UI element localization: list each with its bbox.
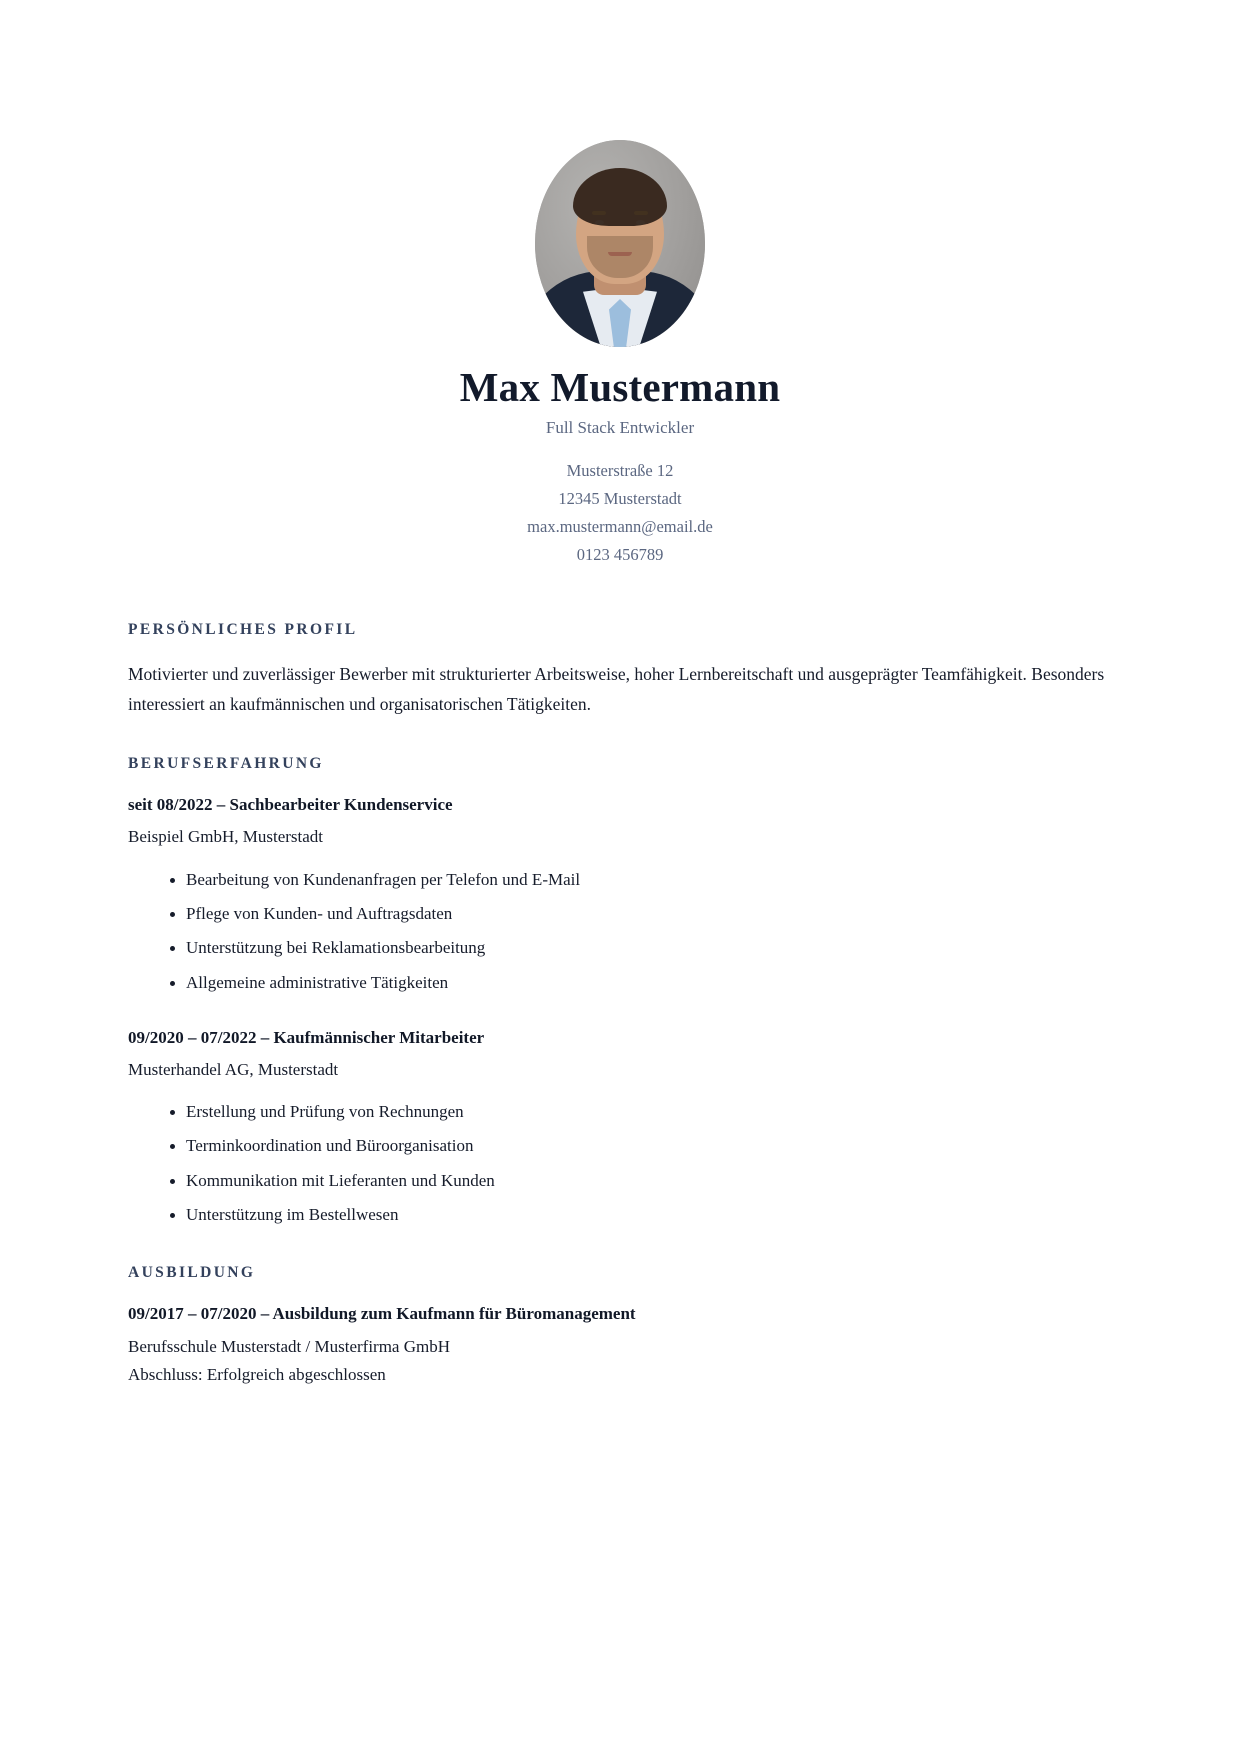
section-profile <box>128 621 1112 719</box>
candidate-job-title: Full Stack Entwickler <box>545 417 695 437</box>
education-entry-title: 09/2017 – 07/2020 – Ausbildung zum Kaufmann für Büromanagement <box>128 1304 636 1324</box>
section-heading-profile: PERSÖNLICHES PROFIL <box>128 621 358 639</box>
experience-entry-bullets <box>128 1099 1112 1228</box>
list-item: Pflege von Kunden- und Auftragsdaten <box>128 901 1112 927</box>
profile-text: Motivierter und zuverlässiger Bewerber mit strukturierter Arbeitsweise, hoher Lernbereitschaft und ausgeprägter Teamfähigkeit. Besonders interessiert an kaufmännischen und organisatorischen Tätigkeiten. <box>128 664 1105 715</box>
education-entry-institution: Berufsschule Musterstadt / Musterfirma GmbH <box>128 1337 450 1357</box>
resume-header <box>128 0 1112 569</box>
photo-eye-right <box>636 220 645 225</box>
portrait-photo <box>535 140 705 347</box>
list-item: Unterstützung bei Reklamationsbearbeitung <box>128 935 1112 961</box>
list-item: Bearbeitung von Kundenanfragen per Telefon und E-Mail <box>128 867 1112 893</box>
list-item: Terminkoordination und Büroorganisation <box>128 1133 1112 1159</box>
list-item: Erstellung und Prüfung von Rechnungen <box>128 1099 1112 1125</box>
section-education <box>128 1264 1112 1388</box>
list-item: Allgemeine administrative Tätigkeiten <box>128 970 1112 996</box>
contact-phone: 0123 456789 <box>576 545 664 565</box>
experience-entry-employer: Musterhandel AG, Musterstadt <box>128 1059 339 1079</box>
list-item: Kommunikation mit Lieferanten und Kunden <box>128 1168 1112 1194</box>
photo-eye-left <box>595 220 604 225</box>
experience-entry-bullets <box>128 867 1112 996</box>
education-entry <box>128 1302 1112 1388</box>
experience-entry <box>128 793 1112 996</box>
photo-mouth <box>608 252 632 256</box>
section-heading-experience: BERUFSERFAHRUNG <box>128 755 324 773</box>
experience-entry-title: 09/2020 – 07/2022 – Kaufmännischer Mitarbeiter <box>128 1027 485 1047</box>
list-item: Unterstützung im Bestellwesen <box>128 1202 1112 1228</box>
education-entry-result: Abschluss: Erfolgreich abgeschlossen <box>128 1364 386 1384</box>
experience-entry <box>128 1026 1112 1229</box>
experience-entry-title: seit 08/2022 – Sachbearbeiter Kundenservice <box>128 795 453 815</box>
contact-city: 12345 Musterstadt <box>558 489 682 509</box>
portrait-photo-wrap <box>128 140 1112 347</box>
candidate-name: Max Mustermann <box>459 364 781 410</box>
photo-eyebrow-right <box>634 211 648 215</box>
experience-entry-employer: Beispiel GmbH, Musterstadt <box>128 827 324 847</box>
resume-body <box>128 621 1112 1388</box>
contact-street: Musterstraße 12 <box>566 461 674 480</box>
photo-eyebrow-left <box>592 211 606 215</box>
contact-email: max.mustermann@email.de <box>527 517 713 537</box>
section-heading-education: AUSBILDUNG <box>128 1264 256 1282</box>
section-experience <box>128 755 1112 1228</box>
